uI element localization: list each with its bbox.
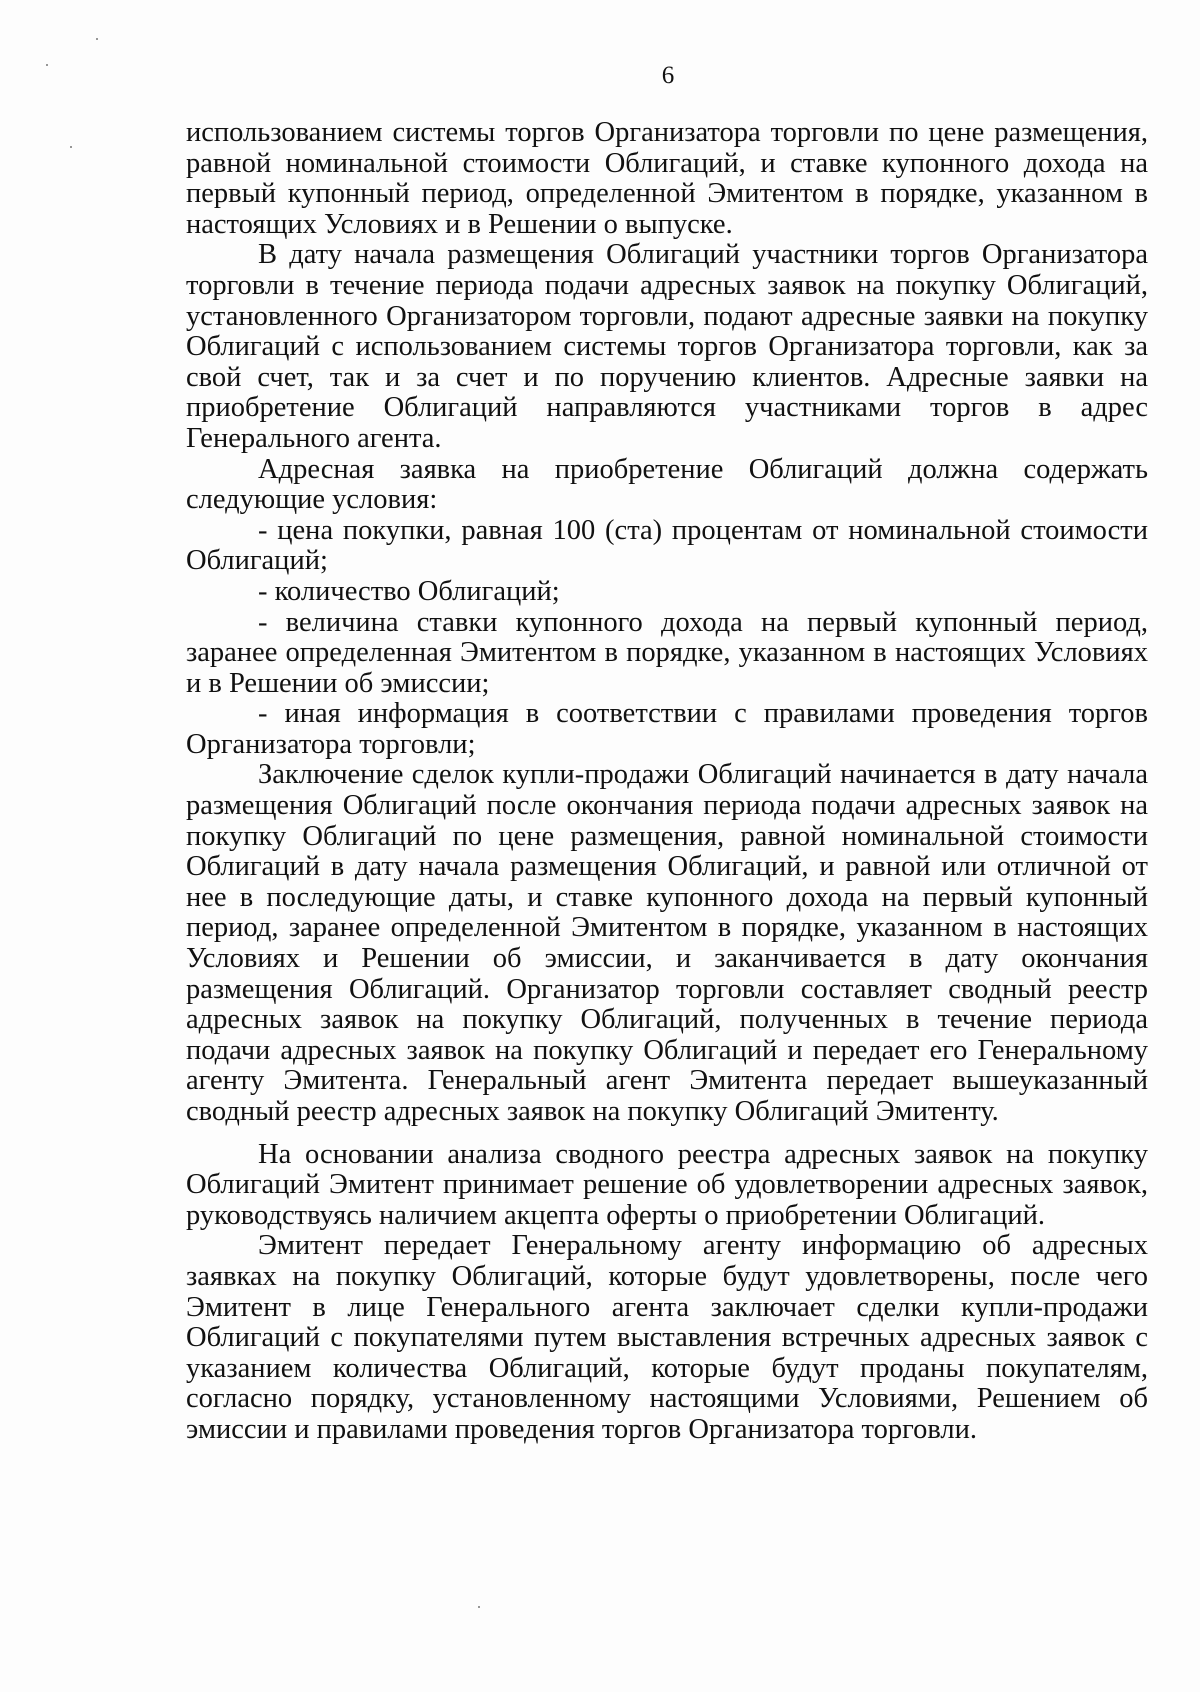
list-item-price: - цена покупки, равная 100 (ста) процентам от номинальной стоимости Облигаций; (186, 514, 1148, 577)
paragraph-bid-conditions: Адресная заявка на приобретение Облигаций должна содержать следующие условия: (186, 453, 1148, 516)
paragraph-issuer-decision: На основании анализа сводного реестра адресных заявок на покупку Облигаций Эмитент принимает решение об удовлетворении адресных заявок, руководствуясь наличием акцепта оферты о приобретении Облигаций. (186, 1138, 1148, 1231)
list-item-coupon-rate: - величина ставки купонного дохода на первый купонный период, заранее определенная Эмитентом в порядке, указанном в настоящих Условиях и в Решении об эмиссии; (186, 606, 1148, 699)
scan-speck (96, 38, 98, 40)
paragraph-continuation: использованием системы торгов Организатора торговли по цене размещения, равной номинальной стоимости Облигаций, и ставке купонного дохода на первый купонный период, определенной Эмитентом в порядке, указанном в настоящих Условиях и в Решении о выпуске. (186, 117, 1148, 240)
scan-speck (70, 146, 72, 148)
paragraph-deals: Заключение сделок купли-продажи Облигаций начинается в дату начала размещения Облигаций после окончания периода подачи адресных заявок на покупку Облигаций по цене размещения, равной номинальной стоимости Облигаций в дату начала размещения Облигаций, и равной или отличной от нее в последующие даты, и ставке купонного дохода на первый купонный период, заранее определенной Эмитентом в порядке, указанном в настоящих Условиях и Решении об эмиссии, и заканчивается в дату окончания размещения Облигаций. Организатор торговли составляет сводный реестр адресных заявок на покупку Облигаций, полученных в течение периода подачи адресных заявок на покупку Облигаций и передает его Генеральному агенту Эмитента. Генеральный агент Эмитента передает вышеуказанный сводный реестр адресных заявок на покупку Облигаций Эмитенту. (186, 759, 1148, 1127)
scan-speck (478, 1606, 480, 1608)
paragraph-agent-deals: Эмитент передает Генеральному агенту информацию об адресных заявках на покупку Облигаций, которые будут удовлетворены, после чего Эмитент в лице Генерального агента заключает сделки купли-продажи Облигаций с покупателями путем выставления встречных адресных заявок с указанием количества Облигаций, которые будут проданы покупателям, согласно порядку, установленному настоящими Условиями, Решением об эмиссии и правилами проведения торгов Организатора торговли. (186, 1230, 1148, 1445)
scan-speck (46, 64, 48, 66)
paragraph-bid-submission: В дату начала размещения Облигаций участники торгов Организатора торговли в течение периода подачи адресных заявок на покупку Облигаций, установленного Организатором торговли, подают адресные заявки на покупку Облигаций с использованием системы торгов Организатора торговли, как за свой счет, так и за счет и по поручению клиентов. Адресные заявки на приобретение Облигаций направляются участниками торгов в адрес Генерального агента. (186, 239, 1148, 454)
page-number: 6 (661, 62, 675, 89)
list-item-quantity: - количество Облигаций; (258, 575, 560, 607)
document-body (186, 118, 1148, 1446)
list-item-other-info: - иная информация в соответствии с правилами проведения торгов Организатора торговли; (186, 698, 1148, 760)
